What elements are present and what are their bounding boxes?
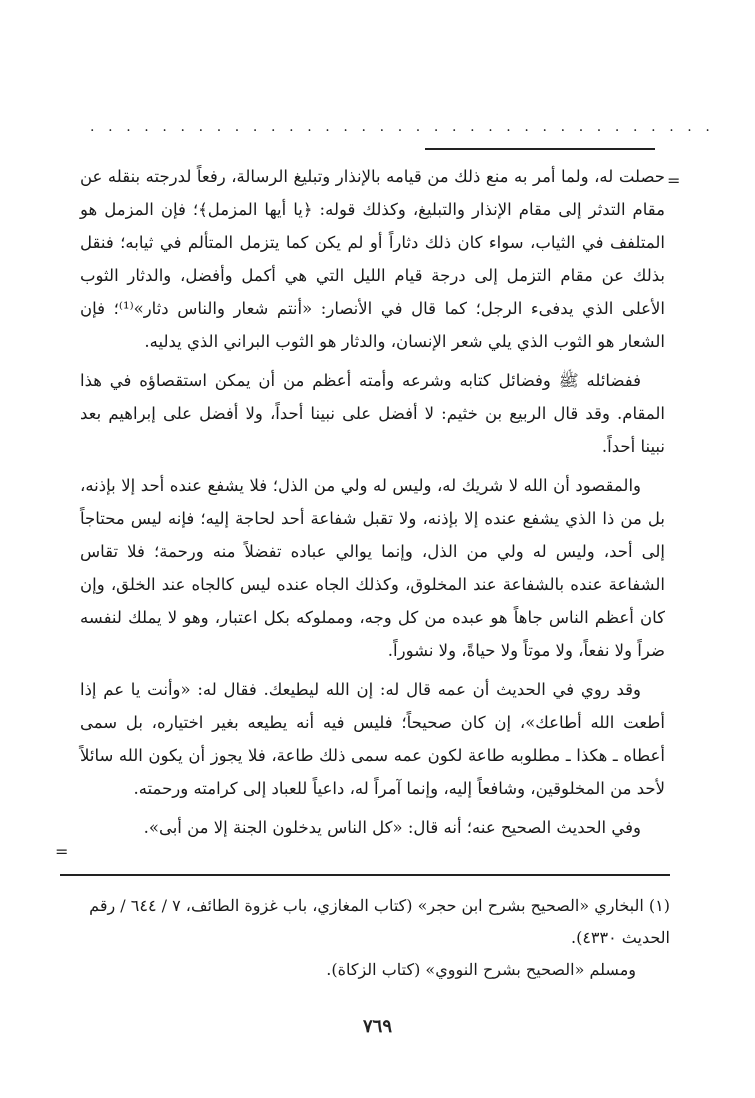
- footnotes: [60, 890, 670, 986]
- paragraph-5: وفي الحديث الصحيح عنه؛ أنه قال: «كل الناس يدخلون الجنة إلا من أبى».: [143, 818, 641, 837]
- main-text: [80, 160, 665, 850]
- continuation-mark-bottom: =: [55, 842, 69, 861]
- paragraph-3: والمقصود أن الله لا شريك له، وليس له ولي من الذل؛ فلا يشفع عنده أحد إلا بإذنه، بل من ذا الذي يشفع عنده إلا بإذنه، ولا تقبل شفاعة أحد لحاجة إليه؛ فإنه ليس محتاجاً إلى أحد، وليس له ولي من الذل، وإنما يوالي عباده تفضلاً منه ورحمة؛ فلا تقاس الشفاعة عنده بالشفاعة عند المخلوق، وكذلك الجاه عنده ليس كالجاه عند الخلق، وإن كان أعظم الناس جاهاً هو عبده من كل وجه، ومملوكه بكل اعتبار، وهو لا يملك لنفسه ضراً ولا نفعاً، ولا موتاً ولا حياةً، ولا نشوراً.: [80, 476, 665, 660]
- footnote-1-continuation: ومسلم «الصحيح بشرح النووي» (كتاب الزكاة).: [326, 960, 636, 979]
- paragraph-1: حصلت له، ولما أمر به منع ذلك من قيامه بالإنذار وتبليغ الرسالة، رفعاً لدرجته بنقله عن مقام التدثر إلى مقام الإنذار والتبليغ، وكذلك قوله: ﴿يا أيها المزمل﴾؛ فإن المزمل هو المتلفف في الثياب، سواء كان ذلك دثاراً أو لم يكن كما يتزمل المتألم في ثيابه؛ فنقل بذلك عن مقام التزمل إلى درجة قيام الليل التي هي أكمل وأفضل، والدثار الثوب الأعلى الذي يدفىء الرجل؛ كما قال في الأنصار: «أنتم شعار والناس دثار»⁽¹⁾؛ فإن الشعار هو الثوب الذي يلي شعر الإنسان، والدثار هو الثوب البراني الذي يدليه.: [80, 167, 665, 351]
- header-rule: [425, 148, 655, 150]
- paragraph-2: ففضائله ﷺ وفضائل كتابه وشرعه وأمته أعظم من أن يمكن استقصاؤه في هذا المقام. وقد قال الربيع بن خثيم: لا أفضل على نبينا أحداً، ولا أفضل على إبراهيم بعد نبينا أحداً.: [80, 371, 665, 456]
- footnote-separator: [60, 874, 670, 876]
- header-dotted-rule: . . . . . . . . . . . . . . . . . . . . . . . . . . . . . . . . . . .: [90, 119, 715, 135]
- continuation-mark-top: =: [667, 171, 681, 190]
- paragraph-4: وقد روي في الحديث أن عمه قال له: إن الله ليطيعك. فقال له: «وأنت يا عم إذا أطعت الله أطاعك»، إن كان صحيحاً؛ فليس فيه أنه يطيعه بغير اختياره، بل سمى أعطاه ـ هكذا ـ مطلوبه طاعة لكون عمه سمى ذلك طاعة، فلا يجوز أن يكون الله سائلاً لأحد من المخلوقين، وشافعاً إليه، وإنما آمراً له، داعياً للعباد إلى كرامته ورحمته.: [80, 680, 665, 798]
- footnote-1: (١) البخاري «الصحيح بشرح ابن حجر» (كتاب المغازي، باب غزوة الطائف، ٧ / ٦٤٤ / رقم الحديث ٤٣٣٠).: [89, 896, 670, 947]
- page-number: ٧٦٩: [362, 1016, 392, 1037]
